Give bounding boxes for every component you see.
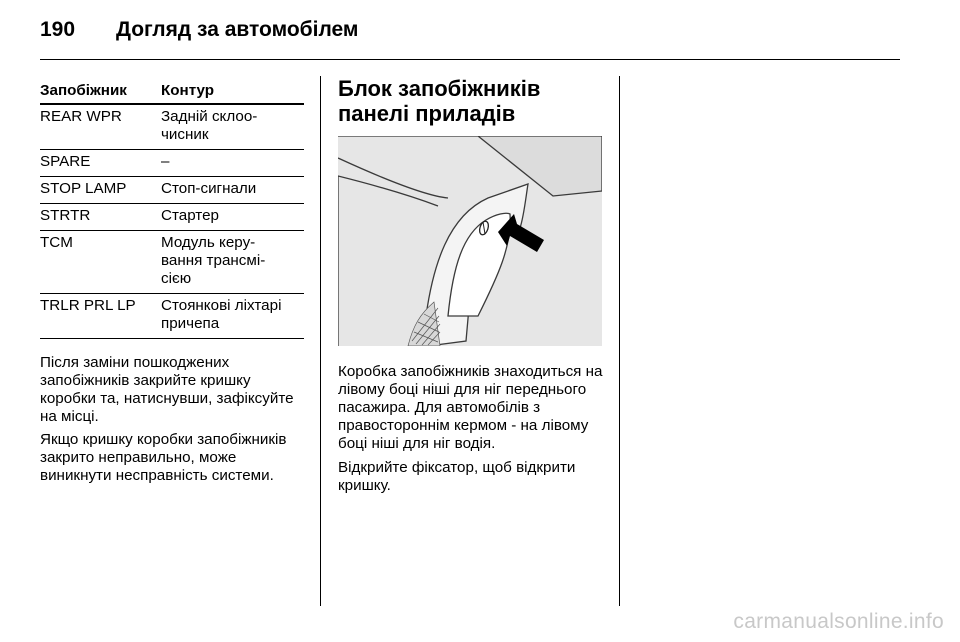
fuse-code: TCM — [40, 234, 73, 251]
fuse-table-header — [40, 82, 304, 105]
fuse-code: TRLR PRL LP — [40, 297, 136, 314]
table-row — [40, 150, 304, 177]
header-fuse: Запобіжник — [40, 82, 127, 99]
circuit-name: Стоп-сигнали — [161, 180, 257, 197]
location-paragraph: Коробка запобіжників знаходиться на лівому боці ніші для ніг переднього пасажира. Для автомобілів з правостороннім кермом - на лівому боці ніші для ніг водія. — [338, 363, 603, 452]
table-row — [40, 204, 304, 231]
left-column — [40, 82, 304, 485]
circuit-name: Стартер — [161, 207, 219, 224]
column-divider — [320, 76, 321, 606]
page-title: Догляд за автомобілем — [116, 18, 359, 41]
footwell-drawing — [338, 136, 602, 346]
header-rule — [40, 59, 900, 60]
circuit-name: Задній склоо- чисник — [161, 108, 258, 143]
table-row — [40, 294, 304, 339]
table-row — [40, 177, 304, 204]
fuse-code: STOP LAMP — [40, 180, 127, 197]
column-divider — [619, 76, 620, 606]
table-row — [40, 231, 304, 294]
section-title: Блок запобіжників панелі приладів — [338, 76, 541, 126]
watermark: carmanualsonline.info — [733, 610, 944, 633]
circuit-name: – — [161, 153, 170, 170]
fuse-box-illustration — [338, 136, 602, 346]
page-header — [40, 16, 900, 44]
header-circuit: Контур — [161, 82, 215, 99]
circuit-name: Стоянкові ліхтарі причепа — [161, 297, 282, 332]
fuse-code: SPARE — [40, 153, 91, 170]
table-row — [40, 105, 304, 150]
fuse-code: REAR WPR — [40, 108, 122, 125]
circuit-name: Модуль керу- вання трансмі- сією — [161, 234, 266, 287]
middle-column — [338, 76, 606, 495]
instruction-paragraph: Після заміни пошкоджених запобіжників закрийте кришку коробки та, натиснувши, зафіксуйте на місці. — [40, 354, 294, 425]
open-instruction: Відкрийте фіксатор, щоб відкрити кришку. — [338, 459, 576, 494]
fuse-code: STRTR — [40, 207, 91, 224]
fuse-table-body — [40, 105, 304, 339]
warning-paragraph: Якщо кришку коробки запобіжників закрито неправильно, може виникнути несправність системи. — [40, 431, 287, 484]
page-number: 190 — [40, 18, 76, 41]
